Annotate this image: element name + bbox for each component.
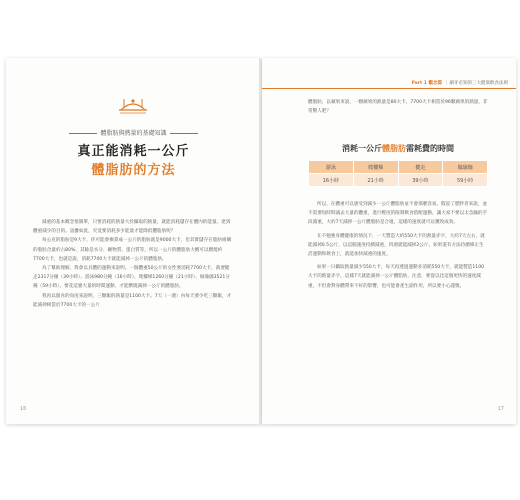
table-header-cell: 游泳 (309, 161, 354, 174)
paragraph: 減重的基本概念很簡單，只要消耗的熱量大於攝取的熱量，就能消耗儲存在體內的能量。達到體重減少的目的。話雖如此，究竟要消耗多少能量才能降低體脂肪呢？ (33, 220, 231, 235)
table-cell: 16小時 (309, 174, 354, 187)
paragraph: 每公克的脂肪是9大卡，你可能會換算成一公斤的脂肪就是9000大卡，但其實儲存在脂肪組織的脂肪含量約占80%，其餘是水分、礦物質、蛋白質等，所以一公斤的體脂肪大概可以燃燒約7700大卡，也就是說，消耗7700大卡就能減掉一公斤的體脂肪。 (33, 238, 232, 262)
chef-utensils-icon (116, 96, 150, 116)
subtitle-rule-left (69, 133, 97, 134)
table-title-highlight: 體脂肪 (382, 144, 406, 153)
table-header-cell: 爬樓梯 (353, 161, 398, 174)
right-page (262, 58, 516, 424)
subtitle-rule-right (170, 133, 198, 134)
paragraph: 為了幫助理解，我會以具體的運動來說明。一個體重50公斤的女性要消耗7700大卡，就要健走2317分鐘（39小時）、游泳980分鐘（16小時）、爬樓梯1260分鐘（21小時）、做瑜珈3521分鐘（59小時）。要花這麼大量的時間運動，才能燃燒減掉一公斤的體脂肪。 (33, 266, 230, 290)
table-header-cell: 健走 (398, 161, 443, 174)
chapter-title-line1: 真正能消耗一公斤 (77, 144, 190, 159)
paragraph: 所以，在體重可以感受到減少一公斤體脂肪並不會那麼容易。假設了肥胖者來說，並不需要短時間減去大量的體重，進行輕度的限制飲食搭配運動，讓大家不要以太急躁的手段減重，大約7天減掉一公斤體脂肪是合適，這樣的速度就可以獲致成效。 (308, 202, 488, 226)
paragraph: 在不勉強身體健康的情況下，一天製造大約550大卡的熱量赤字，大約7天左右，就能減掉0.5公斤，以這個速度持續減重，四週就能減掉2公斤。如果還有方法持續修正生活運動和飲食上，就能加快減重的速度。 (308, 233, 485, 258)
table-title (308, 143, 488, 154)
table-cell: 21小時 (353, 174, 398, 187)
table-header-row (309, 161, 488, 174)
table-title-prefix: 消耗一公斤 (342, 144, 382, 153)
header-part: Part 1 觀念篇 (411, 81, 442, 86)
paragraph: 體脂肪，以蘋果來說，一顆蘋果的熱量是80大卡，7700大卡相當於96顆蘋果的熱量，非常驚人吧？ (308, 100, 488, 115)
table-cell: 59小時 (443, 174, 488, 187)
paragraph: 我再以甜食的角度來說明，三顆飯的熱量是1100大卡。7天（一週）內每天要少吃三顆飯，才能減掉相當於7700大卡的一公斤 (33, 293, 232, 308)
exercise-time-table (308, 160, 488, 187)
header-title: 刷牙必知的三大健康飲食法則 (449, 81, 508, 86)
running-header (412, 80, 508, 86)
subtitle-text: 體脂肪與熱量的基礎知識 (100, 130, 167, 137)
header-rule (262, 88, 516, 89)
right-body-text (308, 200, 488, 291)
table-cell: 39小時 (398, 174, 443, 187)
chapter-title-line2: 體脂肪的方法 (91, 163, 176, 178)
table-row (309, 174, 488, 187)
left-page (6, 58, 261, 424)
paragraph: 如果一日攝取熱量減少550大卡，每天再透過運動多消耗550大卡，就能製造1100大卡的熱量赤字，這樣7天就能減掉一公斤體脂肪，注意，要從以比這個更快的速度減重，不但會對身體帶來不好的影響，也可能會產生副作用，所以要小心謹慎。 (308, 265, 485, 289)
page-number-right: 17 (497, 406, 504, 412)
table-header-cell: 做瑜珈 (443, 161, 488, 174)
header-separator: | (445, 81, 448, 86)
right-top-text (308, 98, 488, 116)
section-subtitle (6, 128, 261, 137)
left-body-text (33, 218, 233, 310)
page-number-left: 16 (20, 406, 27, 412)
table-title-suffix: 需耗費的時間 (406, 144, 454, 153)
